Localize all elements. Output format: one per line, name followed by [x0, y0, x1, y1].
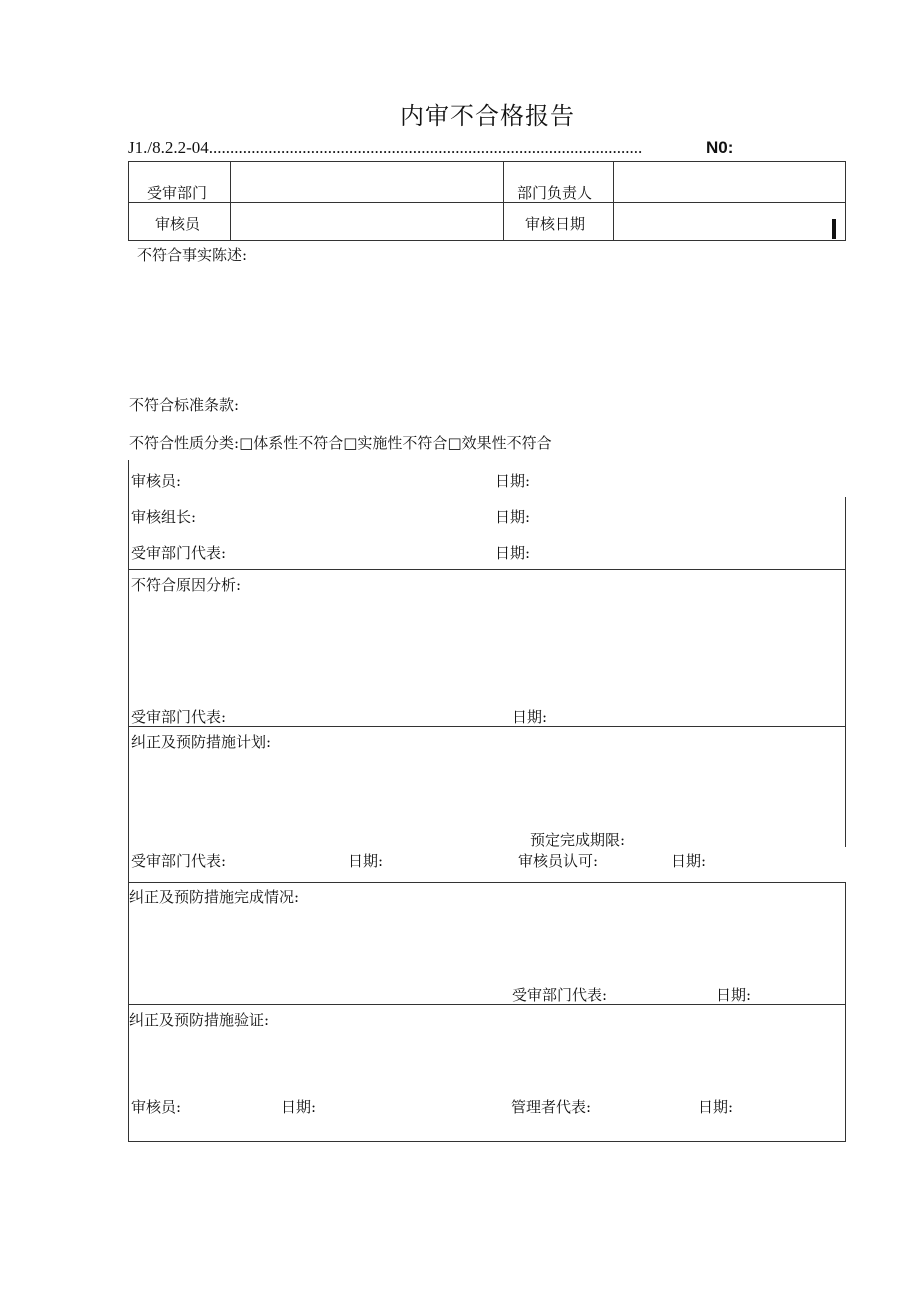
header-table-col1: [230, 161, 231, 241]
divider-plan: [128, 882, 846, 883]
audit-date-label: 审核日期: [525, 215, 586, 233]
nature-option-system[interactable]: □体系性不符合: [239, 434, 344, 452]
completion-date: 日期:: [716, 986, 752, 1004]
divider-sign1: [128, 569, 846, 570]
plan-label: 纠正及预防措施计划:: [131, 733, 272, 751]
completion-label: 纠正及预防措施完成情况:: [129, 888, 300, 906]
form-right-border-upper: [845, 497, 846, 847]
plan-rep-date: 日期:: [348, 852, 384, 870]
header-table-mid: [128, 202, 846, 203]
doc-no-label: N0:: [706, 138, 734, 157]
form-left-border: [128, 460, 129, 1142]
nature-option-effectiveness[interactable]: □效果性不符合: [447, 434, 552, 452]
doc-dots: ......................................................................................................: [208, 138, 643, 157]
nature-row: [129, 432, 552, 453]
header-table-col3: [613, 161, 614, 241]
sign1-auditor-date: 日期:: [495, 472, 531, 490]
auditor-label: 审核员: [155, 215, 201, 233]
header-table-top: [128, 161, 846, 162]
sign1-dept-rep-date: 日期:: [495, 544, 531, 562]
sign1-dept-rep: 受审部门代表:: [131, 544, 227, 562]
sign1-auditor: 审核员:: [131, 472, 182, 490]
divider-cause: [128, 726, 846, 727]
verify-label: 纠正及预防措施验证:: [129, 1011, 270, 1029]
header-table-right: [845, 161, 846, 241]
header-table-bottom: [128, 240, 846, 241]
sign1-leader: 审核组长:: [131, 508, 197, 526]
page-title: 内审不合格报告: [400, 102, 575, 130]
cause-rep: 受审部门代表:: [131, 708, 227, 726]
plan-rep: 受审部门代表:: [131, 852, 227, 870]
form-bottom-border: [128, 1141, 846, 1142]
completion-rep: 受审部门代表:: [512, 986, 608, 1004]
header-table-left: [128, 161, 129, 241]
facts-label: 不符合事实陈述:: [137, 246, 248, 264]
edge-marker: [832, 219, 836, 239]
doc-code: J1./8.2.2-04: [128, 138, 209, 157]
sign1-leader-date: 日期:: [495, 508, 531, 526]
nature-label: 不符合性质分类:: [129, 434, 240, 452]
plan-deadline: 预定完成期限:: [530, 831, 626, 849]
verify-mgmt-rep-date: 日期:: [698, 1098, 734, 1116]
audited-dept-label: 受审部门: [147, 184, 208, 202]
header-table-col2: [503, 161, 504, 241]
doc-number-line: [128, 138, 848, 158]
verify-auditor: 审核员:: [131, 1098, 182, 1116]
dept-head-label: 部门负责人: [517, 184, 593, 202]
cause-date: 日期:: [512, 708, 548, 726]
plan-approve: 审核员认可:: [518, 852, 599, 870]
verify-mgmt-rep: 管理者代表:: [511, 1098, 592, 1116]
cause-label: 不符合原因分析:: [131, 576, 242, 594]
verify-auditor-date: 日期:: [281, 1098, 317, 1116]
nature-option-implementation[interactable]: □实施性不符合: [343, 434, 448, 452]
form-right-border-lower: [845, 882, 846, 1142]
standard-label: 不符合标准条款:: [129, 396, 240, 414]
plan-approve-date: 日期:: [671, 852, 707, 870]
